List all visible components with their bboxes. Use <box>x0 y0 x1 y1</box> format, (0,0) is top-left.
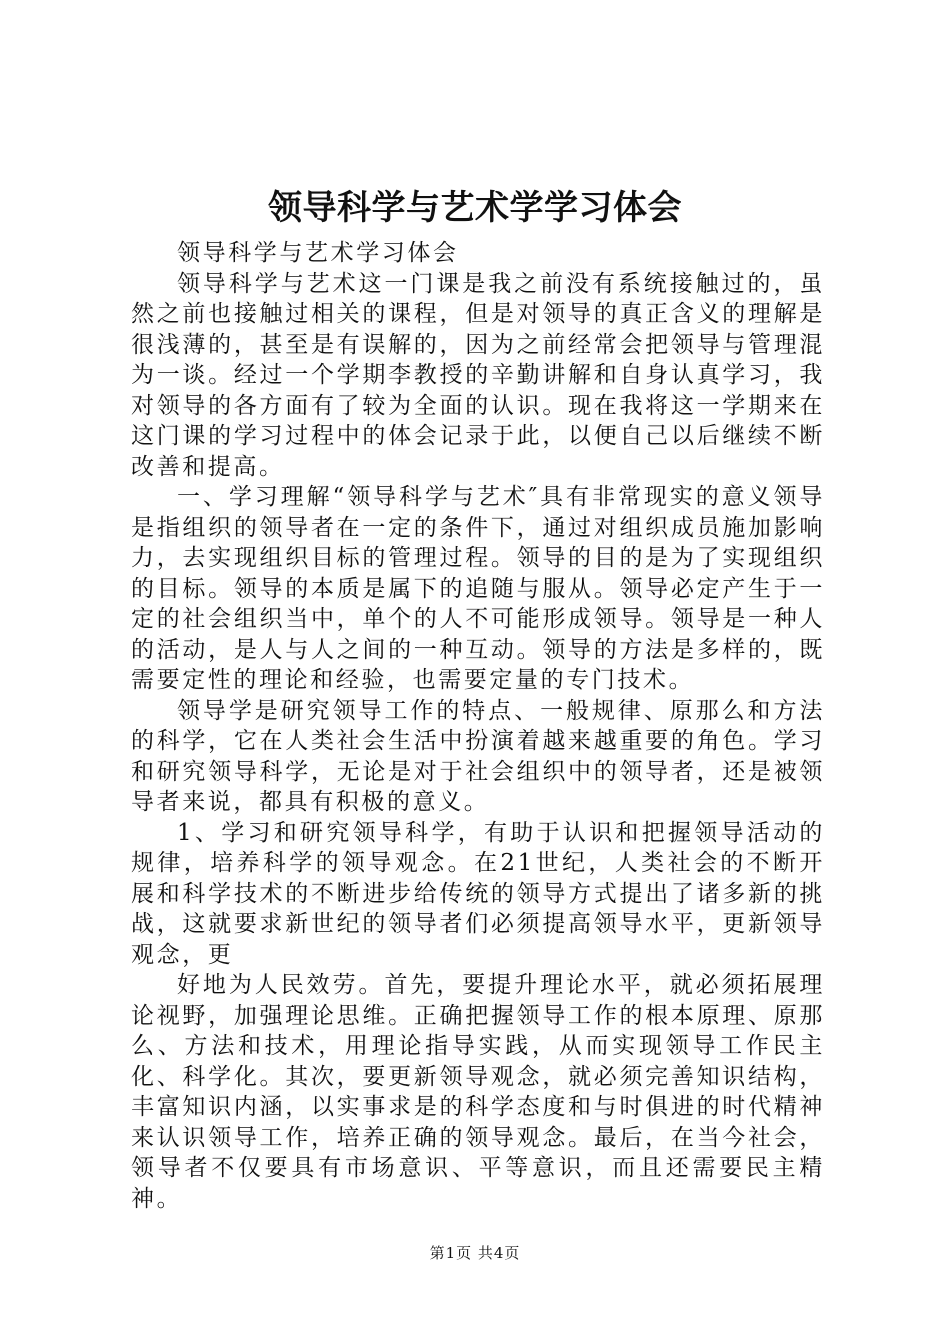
page-footer: 第1页 共4页 <box>429 1244 521 1262</box>
body-paragraph-intro: 领导科学与艺术这一门课是我之前没有系统接触过的，虽然之前也接触过相关的课程，但是对领导的真正含义的理解是很浅薄的，甚至是有误解的，因为之前经常会把领导与管理混为一谈。经过一个学期李教授的辛勤讲解和自身认真学习，我对领导的各方面有了较为全面的认识。现在我将这一学期来在这门课的学习过程中的体会记录于此，以便自己以后继续不断改善和提高。 <box>131 270 825 480</box>
body-paragraph-continuation: 好地为人民效劳。首先，要提升理论水平，就必须拓展理论视野，加强理论思维。正确把握领导工作的根本原理、原那么、方法和技术，用理论指导实践，从而实现领导工作民主化、科学化。其次，要更新领导观念，就必须完善知识结构，丰富知识内涵，以实事求是的科学态度和与时俱进的时代精神来认识领导工作，培养正确的领导观念。最后，在当今社会，领导者不仅要具有市场意识、平等意识，而且还需要民主精神。 <box>131 972 825 1212</box>
subtitle-paragraph: 领导科学与艺术学习体会 <box>177 240 459 266</box>
body-paragraph-point-one: 1、学习和研究领导科学，有助于认识和把握领导活动的规律，培养科学的领导观念。在21世纪，人类社会的不断开展和科学技术的不断进步给传统的领导方式提出了诸多新的挑战，这就要求新世纪的领导者们必须提高领导水平，更新领导观念，更 <box>131 819 825 968</box>
body-paragraph-section-one: 一、学习理解“领导科学与艺术″具有非常现实的意义领导是指组织的领导者在一定的条件下，通过对组织成员施加影响力，去实现组织目标的管理过程。领导的目的是为了实现组织的目标。领导的本质是属下的追随与服从。领导必定产生于一定的社会组织当中，单个的人不可能形成领导。领导是一种人的活动，是人与人之间的一种互动。领导的方法是多样的，既需要定性的理论和经验，也需要定量的专门技术。 <box>131 484 825 693</box>
body-paragraph-leadership-study: 领导学是研究领导工作的特点、一般规律、原那么和方法的科学，它在人类社会生活中扮演着越来越重要的角色。学习和研究领导科学，无论是对于社会组织中的领导者，还是被领导者来说，都具有积极的意义。 <box>131 697 825 815</box>
document-title: 领导科学与艺术学学习体会 <box>268 188 682 228</box>
document-body <box>131 238 825 1214</box>
